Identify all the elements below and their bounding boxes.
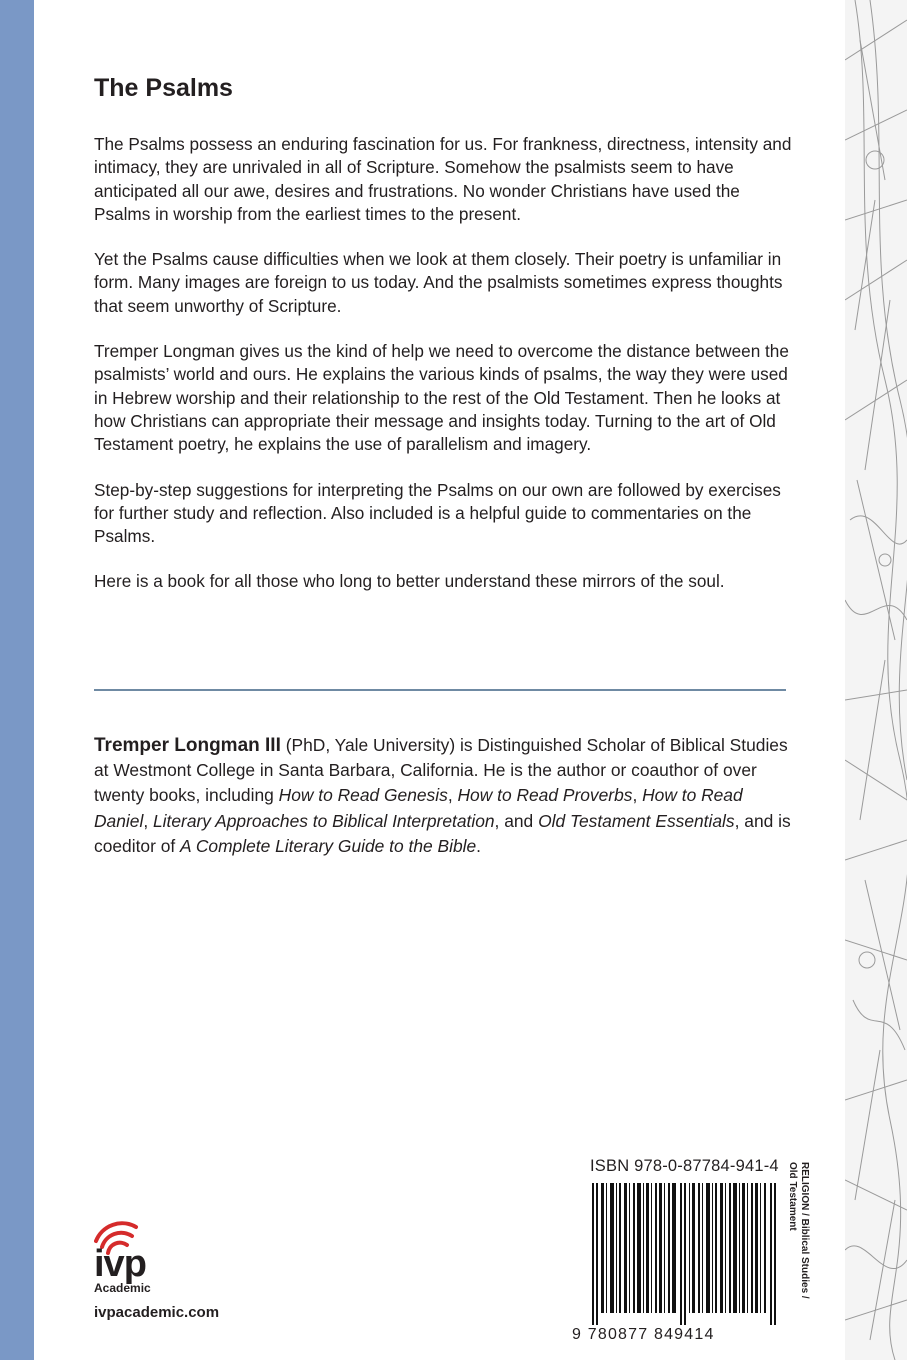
book-title-5: Old Testament Essentials <box>538 810 735 831</box>
isbn-barcode <box>592 1183 778 1325</box>
isbn-label: ISBN 978-0-87784-941-4 <box>590 1157 779 1175</box>
publisher-imprint: Academic <box>94 1281 151 1295</box>
bio-separator-5: , and is coeditor of <box>94 810 791 856</box>
bio-separator-4: , and <box>494 810 539 831</box>
paragraph-5: Here is a book for all those who long to better understand these mirrors of the soul. <box>94 571 725 592</box>
bio-text-1: (PhD, Yale University) is Distinguished Scholar of Biblical Studies at Westmont College in Santa Barbara, California. He is the author or coauthor of over twenty books, including <box>94 735 788 806</box>
paragraph-1: The Psalms possess an enduring fascination for us. For frankness, directness, intensity and intimacy, they are unrivaled in all of Scripture. Somehow the psalmists seem to have anticipated all our awe, desires and frustrations. No wonder Christians have used the Psalms in worship from the earliest times to the present. <box>94 134 792 224</box>
paragraph-3: Tremper Longman gives us the kind of help we need to overcome the distance between the psalmists’ world and ours. He explains the various kinds of psalms, the way they were used in Hebrew worship and their relationship to the rest of the Old Testament. Then he looks at how Christians can appropriate their message and insights today. Turning to the art of Old Testament poetry, he explains the use of parallelism and imagery. <box>94 341 789 455</box>
author-bio <box>94 733 794 859</box>
section-divider <box>94 689 786 691</box>
bisac-category <box>786 1162 816 1302</box>
cover-color-band <box>0 0 34 1360</box>
book-title-1: How to Read Genesis <box>278 785 448 806</box>
bio-end: . <box>476 835 482 856</box>
book-title-6: A Complete Literary Guide to the Bible <box>180 835 477 856</box>
engraving-illustration <box>845 0 907 1360</box>
paragraph-2: Yet the Psalms cause difficulties when we look at them closely. Their poetry is unfamiliar in form. Many images are foreign to us today. And the psalmists sometimes express thoughts that seem unworthy of Scripture. <box>94 249 783 316</box>
bio-separator-2: , <box>632 785 643 806</box>
category-text: RELIGION / Biblical Studies / Old Testament <box>787 1162 810 1299</box>
book-title-3: How to Read Daniel <box>94 785 743 831</box>
author-name: Tremper Longman III <box>94 735 281 756</box>
barcode-digits: 9 780877 849414 <box>572 1326 715 1343</box>
bio-separator-1: , <box>447 785 458 806</box>
publisher-website: ivpacademic.com <box>94 1304 220 1321</box>
book-heading: The Psalms <box>94 74 233 102</box>
book-title-2: How to Read Proverbs <box>457 785 633 806</box>
bio-separator-3: , <box>143 810 153 831</box>
paragraph-4: Step-by-step suggestions for interpreting the Psalms on our own are followed by exercises for further study and reflection. Also included is a helpful guide to commentaries on the Psalms. <box>94 479 781 547</box>
book-title-4: Literary Approaches to Biblical Interpretation <box>152 810 495 831</box>
description-section <box>94 74 794 616</box>
publisher-logo-text: ivp <box>94 1243 146 1285</box>
engraving-illustration-strip <box>845 0 907 1360</box>
